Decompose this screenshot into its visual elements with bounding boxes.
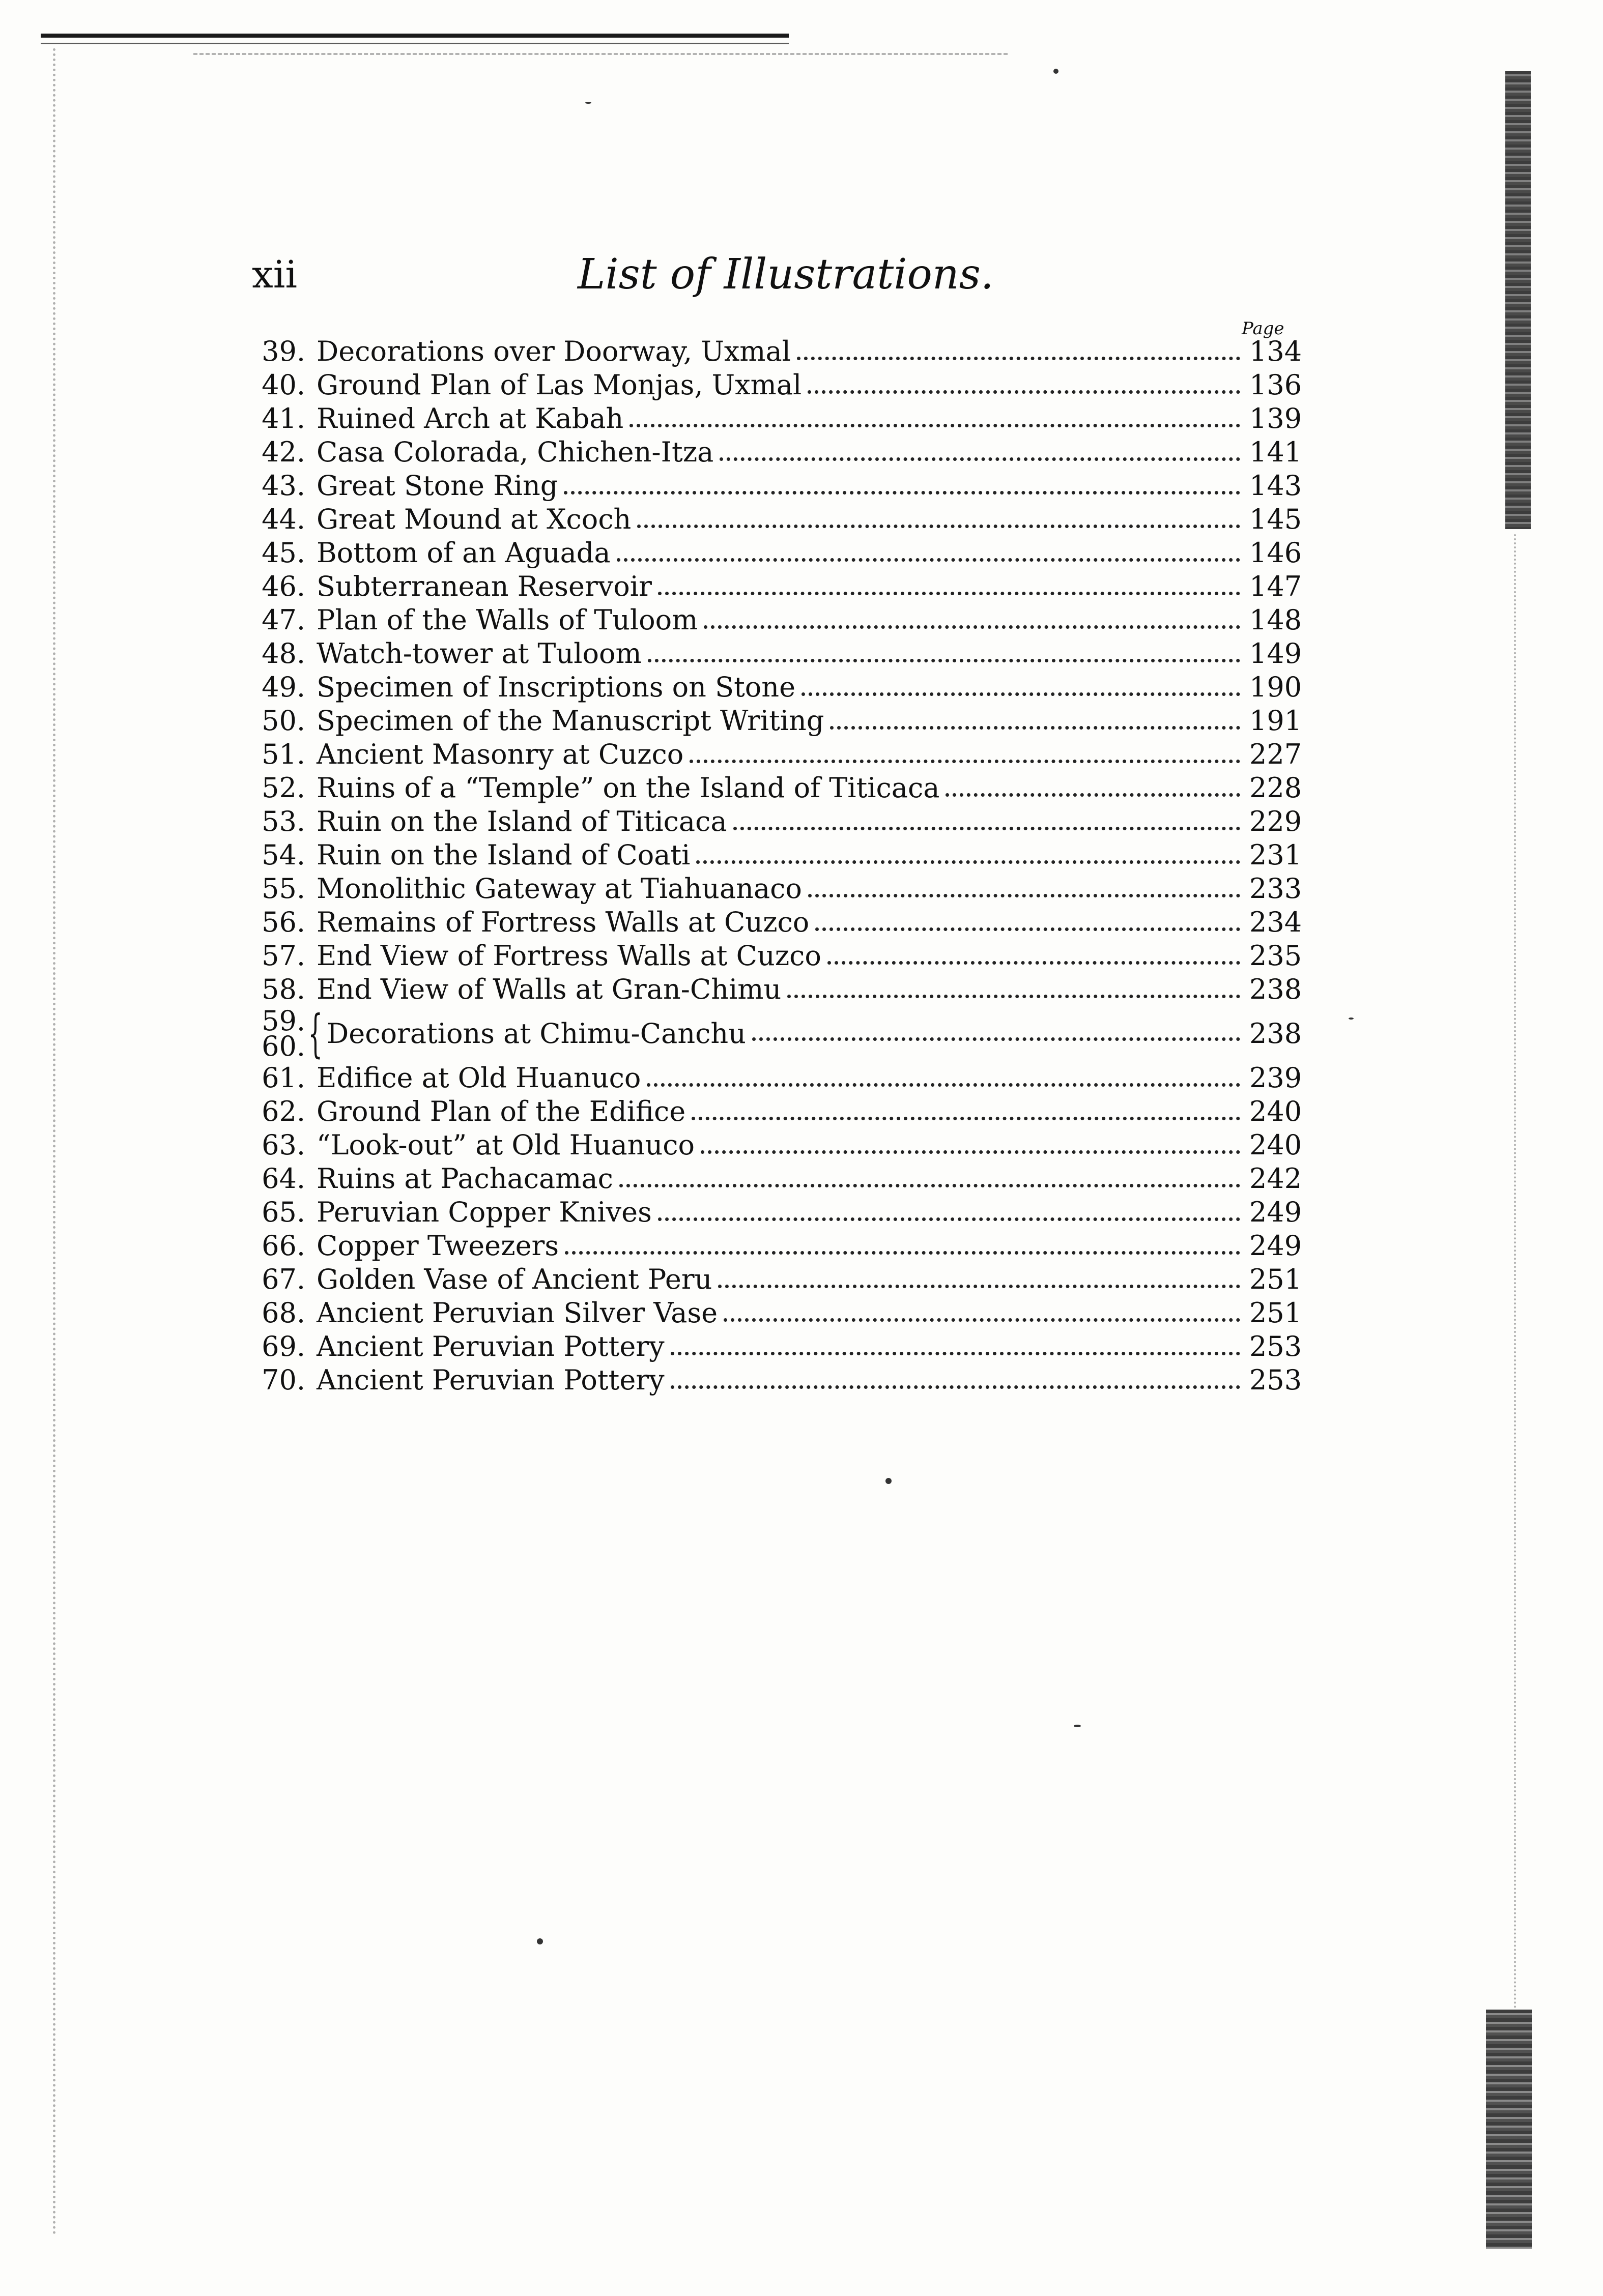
- entry-number: 55.: [262, 873, 305, 905]
- entry-number: 40.: [262, 369, 305, 401]
- entry-page: 149: [1249, 637, 1302, 670]
- scan-speck: [537, 1938, 543, 1944]
- entry-number: 66.: [262, 1230, 305, 1262]
- entry-number: 64.: [262, 1162, 305, 1195]
- scan-top-rule: [41, 34, 789, 38]
- dot-leader: [752, 1037, 1240, 1041]
- entry-page: 134: [1249, 335, 1302, 367]
- entry-title: Copper Tweezers: [317, 1230, 559, 1262]
- entry-page: 231: [1249, 839, 1302, 871]
- entry-number: 45.: [262, 537, 305, 569]
- entry-title: Plan of the Walls of Tuloom: [317, 604, 698, 636]
- entry-title: Ground Plan of Las Monjas, Uxmal: [317, 369, 802, 401]
- entry-page: 239: [1249, 1062, 1302, 1094]
- entry-page: 148: [1249, 604, 1302, 636]
- entry-number: 58.: [262, 973, 305, 1005]
- entry-number: 57.: [262, 940, 305, 972]
- illustrations-list: [254, 335, 1302, 1397]
- dot-leader: [671, 1385, 1240, 1389]
- list-entry: [254, 603, 1302, 637]
- scan-top-dashed-edge: [193, 53, 1008, 55]
- page-column-label: Page: [1242, 318, 1284, 339]
- list-entry: [254, 503, 1302, 536]
- running-title: List of Illustrations.: [578, 250, 994, 299]
- entry-number: 70.: [262, 1364, 305, 1396]
- scan-right-edge-middle: [1514, 534, 1516, 2010]
- entry-page: 253: [1249, 1330, 1302, 1362]
- list-entry: [254, 1162, 1302, 1196]
- scan-speck: [585, 102, 591, 104]
- dot-leader: [692, 1117, 1240, 1120]
- list-entry: [254, 1196, 1302, 1229]
- entry-number: 47.: [262, 604, 305, 636]
- entry-number: 50.: [262, 705, 305, 737]
- entry-page: 249: [1249, 1230, 1302, 1262]
- entry-page: 233: [1249, 873, 1302, 905]
- list-entry: [254, 1363, 1302, 1397]
- entry-page: 240: [1249, 1095, 1302, 1127]
- entry-number: 43.: [262, 470, 305, 502]
- entry-page: 242: [1249, 1162, 1302, 1195]
- entry-page: 238: [1249, 1018, 1302, 1050]
- list-entry: [254, 704, 1302, 738]
- entry-number: 48.: [262, 637, 305, 670]
- scan-speck: [1074, 1725, 1081, 1727]
- dot-leader: [801, 692, 1240, 696]
- page-folio: xii: [252, 253, 298, 297]
- entry-title: Ancient Peruvian Pottery: [317, 1364, 665, 1396]
- dot-leader: [619, 1184, 1240, 1187]
- entry-page: 145: [1249, 503, 1302, 535]
- dot-leader: [629, 424, 1240, 427]
- list-entry: [254, 469, 1302, 503]
- entry-title: Ruins at Pachacamac: [317, 1162, 613, 1195]
- entry-page: 238: [1249, 973, 1302, 1005]
- entry-page: 228: [1249, 772, 1302, 804]
- dot-leader: [701, 1150, 1240, 1154]
- entry-number: 53.: [262, 805, 305, 837]
- entry-number-pair: [254, 1005, 305, 1062]
- entry-number: 69.: [262, 1330, 305, 1362]
- entry-page: 147: [1249, 570, 1302, 602]
- entry-title: Ancient Masonry at Cuzco: [317, 738, 684, 770]
- entry-page: 249: [1249, 1196, 1302, 1228]
- entry-title: Ruin on the Island of Coati: [317, 839, 691, 871]
- entry-title: Bottom of an Aguada: [317, 537, 611, 569]
- entry-title: Casa Colorada, Chichen-Itza: [317, 436, 714, 468]
- list-entry: [254, 939, 1302, 973]
- list-entry: [254, 435, 1302, 469]
- entry-number: 42.: [262, 436, 305, 468]
- scan-speck: [885, 1478, 892, 1484]
- dot-leader: [830, 726, 1240, 730]
- entry-title: End View of Walls at Gran-Chimu: [317, 973, 782, 1005]
- dot-leader: [564, 491, 1240, 495]
- dot-leader: [808, 894, 1240, 897]
- scan-speck: [1349, 1018, 1354, 1020]
- list-entry: [254, 1061, 1302, 1095]
- entry-number: 65.: [262, 1196, 305, 1228]
- dot-leader: [720, 457, 1240, 461]
- dot-leader: [671, 1352, 1240, 1355]
- list-entry: [254, 906, 1302, 939]
- curly-brace-icon: {: [308, 1004, 323, 1063]
- entry-title: Ancient Peruvian Pottery: [317, 1330, 665, 1362]
- entry-title: Golden Vase of Ancient Peru: [317, 1263, 712, 1295]
- entry-page: 190: [1249, 671, 1302, 703]
- list-entry: [254, 838, 1302, 872]
- entry-page: 191: [1249, 705, 1302, 737]
- scan-right-edge-lower: [1486, 2010, 1532, 2249]
- entry-title: Ruined Arch at Kabah: [317, 402, 624, 434]
- list-entry: [254, 805, 1302, 838]
- dot-leader: [827, 961, 1240, 965]
- list-entry: [254, 1095, 1302, 1128]
- dot-leader: [565, 1251, 1240, 1255]
- entry-page: 143: [1249, 470, 1302, 502]
- entry-number: 68.: [262, 1297, 305, 1329]
- entry-number: 61.: [262, 1062, 305, 1094]
- scan-right-edge-upper: [1505, 71, 1531, 529]
- entry-number: 62.: [262, 1095, 305, 1127]
- dot-leader: [946, 793, 1240, 797]
- entry-page: 227: [1249, 738, 1302, 770]
- dot-leader: [808, 390, 1240, 394]
- dot-leader: [617, 558, 1240, 562]
- entry-number: 41.: [262, 402, 305, 434]
- entry-title: Great Mound at Xcoch: [317, 503, 632, 535]
- entry-title: Ruins of a “Temple” on the Island of Titicaca: [317, 772, 940, 804]
- entry-number: 67.: [262, 1263, 305, 1295]
- dot-leader: [637, 525, 1240, 528]
- list-entry: [254, 402, 1302, 435]
- entry-title: Watch-tower at Tuloom: [317, 637, 642, 670]
- list-entry: [254, 1330, 1302, 1363]
- list-entry: [254, 1128, 1302, 1162]
- scan-top-rule-secondary: [41, 43, 789, 44]
- list-entry: [254, 1296, 1302, 1330]
- entry-page: 146: [1249, 537, 1302, 569]
- entry-title: Monolithic Gateway at Tiahuanaco: [317, 873, 802, 905]
- entry-title: Edifice at Old Huanuco: [317, 1062, 641, 1094]
- scan-speck: [1053, 69, 1058, 74]
- list-entry: [254, 738, 1302, 771]
- entry-number: 63.: [262, 1129, 305, 1161]
- entry-page: 253: [1249, 1364, 1302, 1396]
- entry-page: 141: [1249, 436, 1302, 468]
- entry-title: Decorations at Chimu-Canchu: [327, 1018, 746, 1050]
- dot-leader: [797, 357, 1240, 360]
- entry-number: 52.: [262, 772, 305, 804]
- entry-title: “Look-out” at Old Huanuco: [317, 1129, 695, 1161]
- entry-title: Remains of Fortress Walls at Cuzco: [317, 906, 810, 938]
- entry-title: Great Stone Ring: [317, 470, 558, 502]
- entry-title: Ground Plan of the Edifice: [317, 1095, 686, 1127]
- list-entry: [254, 973, 1302, 1006]
- dot-leader: [815, 927, 1240, 931]
- dot-leader: [704, 625, 1240, 629]
- list-entry: [254, 771, 1302, 805]
- dot-leader: [648, 659, 1240, 662]
- page-header: [252, 249, 1295, 300]
- entry-title: Specimen of Inscriptions on Stone: [317, 671, 796, 703]
- dot-leader: [787, 995, 1240, 998]
- list-entry-bracketed: [254, 1004, 1302, 1063]
- list-entry: [254, 570, 1302, 603]
- dot-leader: [696, 860, 1240, 864]
- entry-title: Specimen of the Manuscript Writing: [317, 705, 824, 737]
- entry-title: Subterranean Reservoir: [317, 570, 652, 602]
- list-entry: [254, 671, 1302, 704]
- list-entry: [254, 335, 1302, 368]
- dot-leader: [718, 1285, 1240, 1288]
- entry-number: 51.: [262, 738, 305, 770]
- entry-page: 251: [1249, 1297, 1302, 1329]
- list-entry: [254, 1229, 1302, 1263]
- list-entry: [254, 872, 1302, 906]
- entry-page: 234: [1249, 906, 1302, 938]
- entry-page: 229: [1249, 805, 1302, 837]
- entry-title: Ancient Peruvian Silver Vase: [317, 1297, 718, 1329]
- entry-page: 251: [1249, 1263, 1302, 1295]
- dot-leader: [658, 592, 1240, 595]
- dot-leader: [724, 1318, 1240, 1322]
- entry-number: 60.: [262, 1030, 305, 1062]
- entry-page: 240: [1249, 1129, 1302, 1161]
- entry-title: Peruvian Copper Knives: [317, 1196, 652, 1228]
- entry-number: 54.: [262, 839, 305, 871]
- entry-page: 136: [1249, 369, 1302, 401]
- dot-leader: [733, 827, 1240, 830]
- entry-page: 139: [1249, 402, 1302, 434]
- dot-leader: [658, 1217, 1240, 1221]
- entry-number: 44.: [262, 503, 305, 535]
- entry-page: 235: [1249, 940, 1302, 972]
- entry-title: Decorations over Doorway, Uxmal: [317, 335, 791, 367]
- dot-leader: [690, 760, 1240, 763]
- entry-title: End View of Fortress Walls at Cuzco: [317, 940, 821, 972]
- list-entry: [254, 637, 1302, 671]
- list-entry: [254, 536, 1302, 570]
- entry-number: 59.: [262, 1005, 305, 1037]
- entry-number: 56.: [262, 906, 305, 938]
- list-entry: [254, 368, 1302, 402]
- entry-number: 46.: [262, 570, 305, 602]
- dot-leader: [647, 1083, 1240, 1087]
- list-entry: [254, 1263, 1302, 1296]
- entry-number: 39.: [262, 335, 305, 367]
- scan-left-edge: [53, 48, 55, 2236]
- entry-title: Ruin on the Island of Titicaca: [317, 805, 727, 837]
- entry-number: 49.: [262, 671, 305, 703]
